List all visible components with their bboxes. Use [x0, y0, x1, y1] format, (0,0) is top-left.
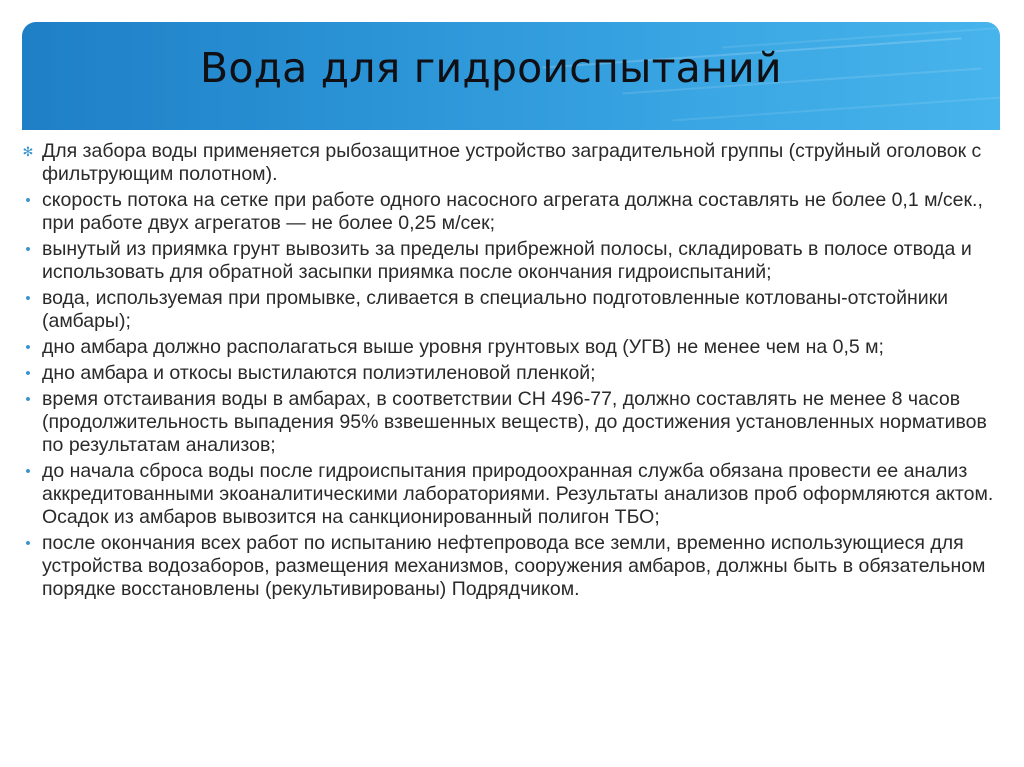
page-title: Вода для гидроиспытаний — [200, 44, 782, 92]
list-item — [0, 532, 1024, 601]
list-item-text: скорость потока на сетке при работе одного насосного агрегата должна составлять не более 0,1 м/сек., при работе двух агрегатов — не более 0,25 м/сек; — [42, 189, 983, 234]
dot-bullet-icon: • — [25, 192, 31, 209]
list-item-text: после окончания всех работ по испытанию нефтепровода все земли, временно использующиеся для устройства водозаборов, размещения механизмов, сооружения амбаров, должны быть в обязательном порядке восстановлены (рекультивированы) Подрядчиком. — [42, 532, 986, 600]
list-item — [0, 189, 1024, 235]
list-item — [0, 287, 1024, 333]
list-item-text: время отстаивания воды в амбарах, в соответствии СН 496-77, должно составлять не менее 8 часов (продолжительность выпадения 95% взвешенных веществ), до достижения установленных нормативов по результатам анализов; — [42, 388, 987, 456]
dot-bullet-icon: • — [25, 241, 31, 258]
dot-bullet-icon: • — [25, 339, 31, 356]
list-item — [0, 336, 1024, 359]
list-item — [0, 388, 1024, 457]
list-item-text: дно амбара должно располагаться выше уровня грунтовых вод (УГВ) не менее чем на 0,5 м; — [42, 336, 884, 358]
dot-bullet-icon: • — [25, 535, 31, 552]
list-item-text: вынутый из приямка грунт вывозить за пределы прибрежной полосы, складировать в полосе отвода и использовать для обратной засыпки приямка после окончания гидроиспытаний; — [42, 238, 972, 283]
dot-bullet-icon: • — [25, 463, 31, 480]
dot-bullet-icon: • — [25, 365, 31, 382]
dot-bullet-icon: • — [25, 290, 31, 307]
list-item-text: дно амбара и откосы выстилаются полиэтиленовой пленкой; — [42, 362, 596, 384]
bullet-list — [0, 132, 1024, 732]
list-item — [0, 460, 1024, 529]
decor-streak — [672, 96, 1000, 121]
list-item-text: вода, используемая при промывке, сливается в специально подготовленные котлованы-отстойники (амбары); — [42, 287, 949, 332]
list-item-text: до начала сброса воды после гидроиспытания природоохранная служба обязана провести ее анализ аккредитованными экоаналитическими лабораториями. Результаты анализов проб оформляются актом. Осадок из амбаров вывозится на санкционированный полигон ТБО; — [42, 460, 994, 528]
dot-bullet-icon: • — [25, 391, 31, 408]
star-bullet-icon: ✻ — [22, 144, 34, 159]
list-item — [0, 362, 1024, 385]
list-item — [0, 238, 1024, 284]
list-item — [0, 140, 1024, 186]
list-item-text: Для забора воды применяется рыбозащитное устройство заградительной группы (струйный оголовок с фильтрующим полотном). — [42, 140, 982, 185]
